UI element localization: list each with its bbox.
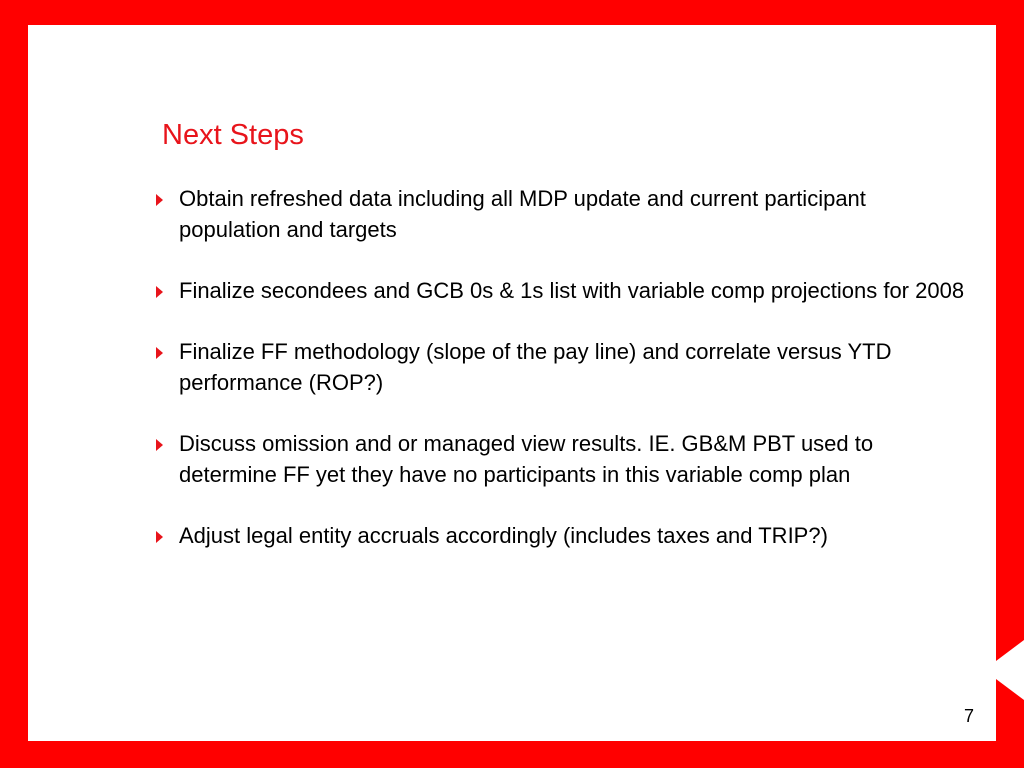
- bullet-arrow-icon: [156, 439, 163, 451]
- bullet-item: [156, 520, 966, 551]
- bullet-item: [156, 336, 966, 398]
- bullet-text: Finalize secondees and GCB 0s & 1s list with variable comp projections for 2008: [179, 278, 965, 303]
- bullet-arrow-icon: [156, 194, 163, 206]
- bullet-item: [156, 428, 966, 490]
- bullet-text: Finalize FF methodology (slope of the pay line) and correlate versus YTD performance (ROP?): [179, 339, 892, 395]
- bullet-text: Discuss omission and or managed view results. IE. GB&M PBT used to determine FF yet they have no participants in this variable comp plan: [179, 431, 874, 487]
- bullet-item: [156, 183, 966, 245]
- bullet-text: Adjust legal entity accruals accordingly (includes taxes and TRIP?): [179, 523, 828, 548]
- bullet-arrow-icon: [156, 531, 163, 543]
- bullet-arrow-icon: [156, 347, 163, 359]
- bullet-item: [156, 275, 966, 306]
- bullet-list: [156, 183, 966, 581]
- slide: [28, 25, 996, 741]
- bullet-arrow-icon: [156, 286, 163, 298]
- page-number: 7: [963, 706, 974, 726]
- bullet-text: Obtain refreshed data including all MDP update and current participant population and targets: [179, 186, 866, 242]
- slide-title: Next Steps: [162, 119, 304, 151]
